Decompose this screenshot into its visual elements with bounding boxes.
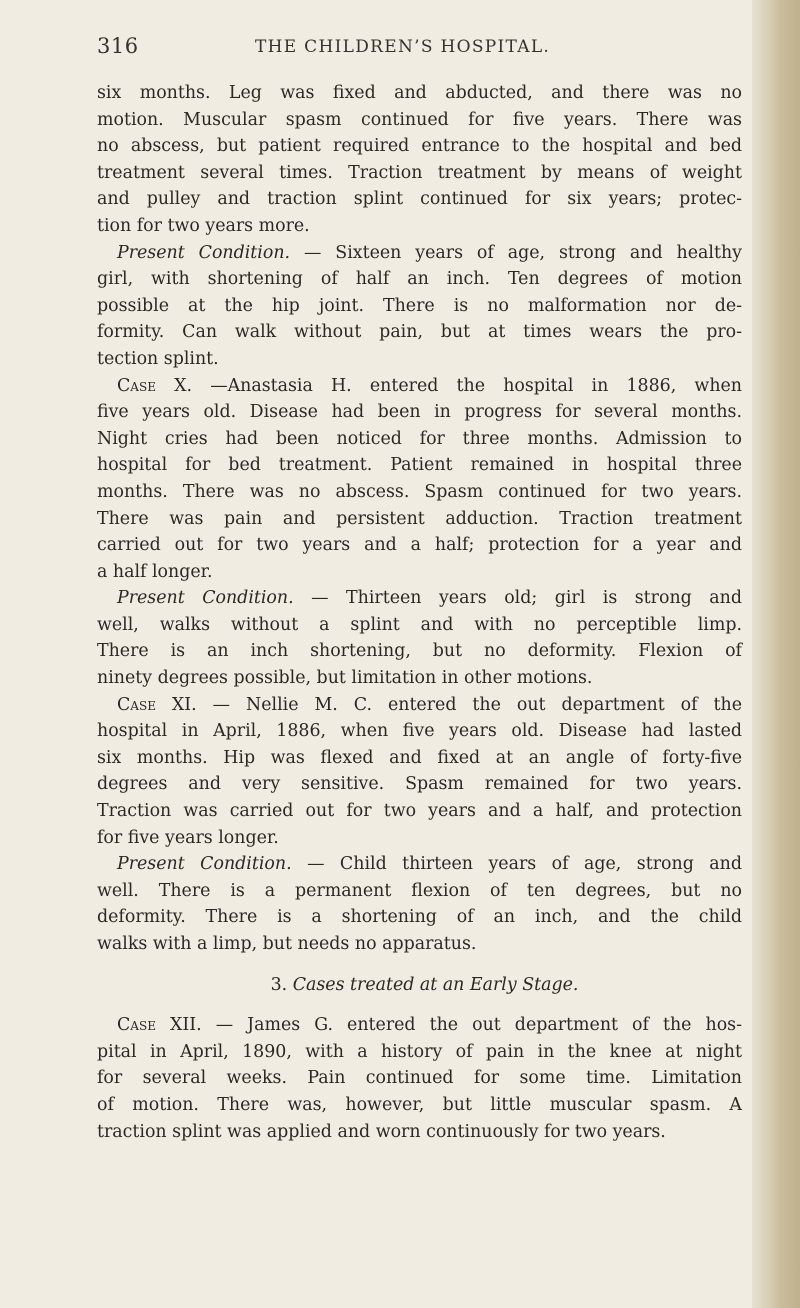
present-condition-label: Present Condition. bbox=[117, 588, 294, 609]
paragraph-present-condition-3 bbox=[97, 851, 742, 878]
body-text bbox=[97, 80, 742, 1145]
case-xi-label: Case XI. bbox=[117, 694, 197, 715]
text-line: for several weeks. Pain continued for some time. Limitation bbox=[97, 1068, 742, 1089]
text-line: traction splint was applied and worn continuously for two years. bbox=[97, 1121, 666, 1142]
text-line: six months. Leg was fixed and abducted, and there was no bbox=[97, 83, 742, 103]
paragraph-present-condition-2 bbox=[97, 585, 742, 612]
text-line: There was pain and persistent adduction. Traction treatment bbox=[97, 508, 742, 529]
section-gap bbox=[97, 998, 742, 1012]
text-line: well. There is a permanent flexion of ten degrees, but no bbox=[97, 880, 742, 901]
paragraph-present-condition-1 bbox=[97, 240, 742, 267]
text-line: six months. Hip was flexed and fixed at an angle of forty-five bbox=[97, 747, 742, 768]
text-line: — Nellie M. C. entered the out department of the bbox=[212, 694, 742, 715]
text-line: degrees and very sensitive. Spasm remained for two years. bbox=[97, 774, 742, 795]
text-line: tion for two years more. bbox=[97, 215, 310, 236]
text-line: —Anastasia H. entered the hospital in 1886, when bbox=[210, 375, 743, 396]
text-line: — James G. entered the out department of the hos- bbox=[215, 1015, 742, 1036]
text-line: pital in April, 1890, with a history of pain in the knee at night bbox=[97, 1041, 742, 1062]
text-line: — Thirteen years old; girl is strong and bbox=[311, 588, 742, 609]
text-line: Traction was carried out for two years and a half, and protection bbox=[97, 801, 742, 822]
text-line: walks with a limp, but needs no apparatus. bbox=[97, 934, 477, 954]
present-condition-label: Present Condition. bbox=[117, 854, 292, 875]
text-line: There is an inch shortening, but no deformity. Flexion of bbox=[97, 641, 742, 662]
text-line: — Child thirteen years of age, strong and bbox=[307, 854, 742, 875]
section-gap bbox=[97, 958, 742, 972]
text-line: girl, with shortening of half an inch. Ten degrees of motion bbox=[97, 269, 742, 290]
paragraph-case-x bbox=[97, 373, 742, 400]
text-line: motion. Muscular spasm continued for five years. There was bbox=[97, 109, 742, 130]
text-line: of motion. There was, however, but little muscular spasm. A bbox=[97, 1094, 742, 1115]
page-binding-edge bbox=[752, 0, 800, 1308]
text-line: a half longer. bbox=[97, 561, 213, 582]
text-line: five years old. Disease had been in progress for several months. bbox=[97, 402, 742, 423]
text-line: carried out for two years and a half; protection for a year and bbox=[97, 535, 742, 556]
section-title: Cases treated at an Early Stage. bbox=[292, 974, 579, 995]
text-line: no abscess, but patient required entrance to the hospital and bed bbox=[97, 136, 742, 157]
paragraph-case-xi bbox=[97, 692, 742, 719]
text-line: hospital in April, 1886, when five years old. Disease had lasted bbox=[97, 721, 742, 742]
text-line: treatment several times. Traction treatment by means of weight bbox=[97, 162, 742, 183]
text-line: Night cries had been noticed for three months. Admission to bbox=[97, 428, 742, 449]
text-line: tection splint. bbox=[97, 348, 219, 369]
text-line: formity. Can walk without pain, but at times wears the pro- bbox=[97, 322, 742, 343]
case-x-label: Case X. bbox=[117, 375, 193, 396]
text-line: well, walks without a splint and with no perceptible limp. bbox=[97, 614, 742, 635]
section-heading bbox=[97, 972, 742, 999]
running-title: THE CHILDREN’S HOSPITAL. bbox=[255, 37, 551, 57]
text-line: and pulley and traction splint continued for six years; protec- bbox=[97, 189, 742, 210]
text-line: months. There was no abscess. Spasm continued for two years. bbox=[97, 481, 742, 502]
section-number: 3. bbox=[270, 974, 288, 995]
page-number: 316 bbox=[97, 34, 139, 58]
case-xii-label: Case XII. bbox=[117, 1015, 202, 1036]
text-line: ninety degrees possible, but limitation in other motions. bbox=[97, 668, 593, 689]
paragraph-case-xii bbox=[97, 1012, 742, 1039]
text-line: possible at the hip joint. There is no malformation nor de- bbox=[97, 295, 742, 316]
page-header bbox=[97, 34, 742, 64]
text-line: hospital for bed treatment. Patient remained in hospital three bbox=[97, 455, 742, 476]
text-line: for five years longer. bbox=[97, 827, 279, 848]
text-line: deformity. There is a shortening of an inch, and the child bbox=[97, 907, 742, 928]
present-condition-label: Present Condition. bbox=[117, 242, 291, 263]
text-line: — Sixteen years of age, strong and healthy bbox=[303, 242, 742, 263]
